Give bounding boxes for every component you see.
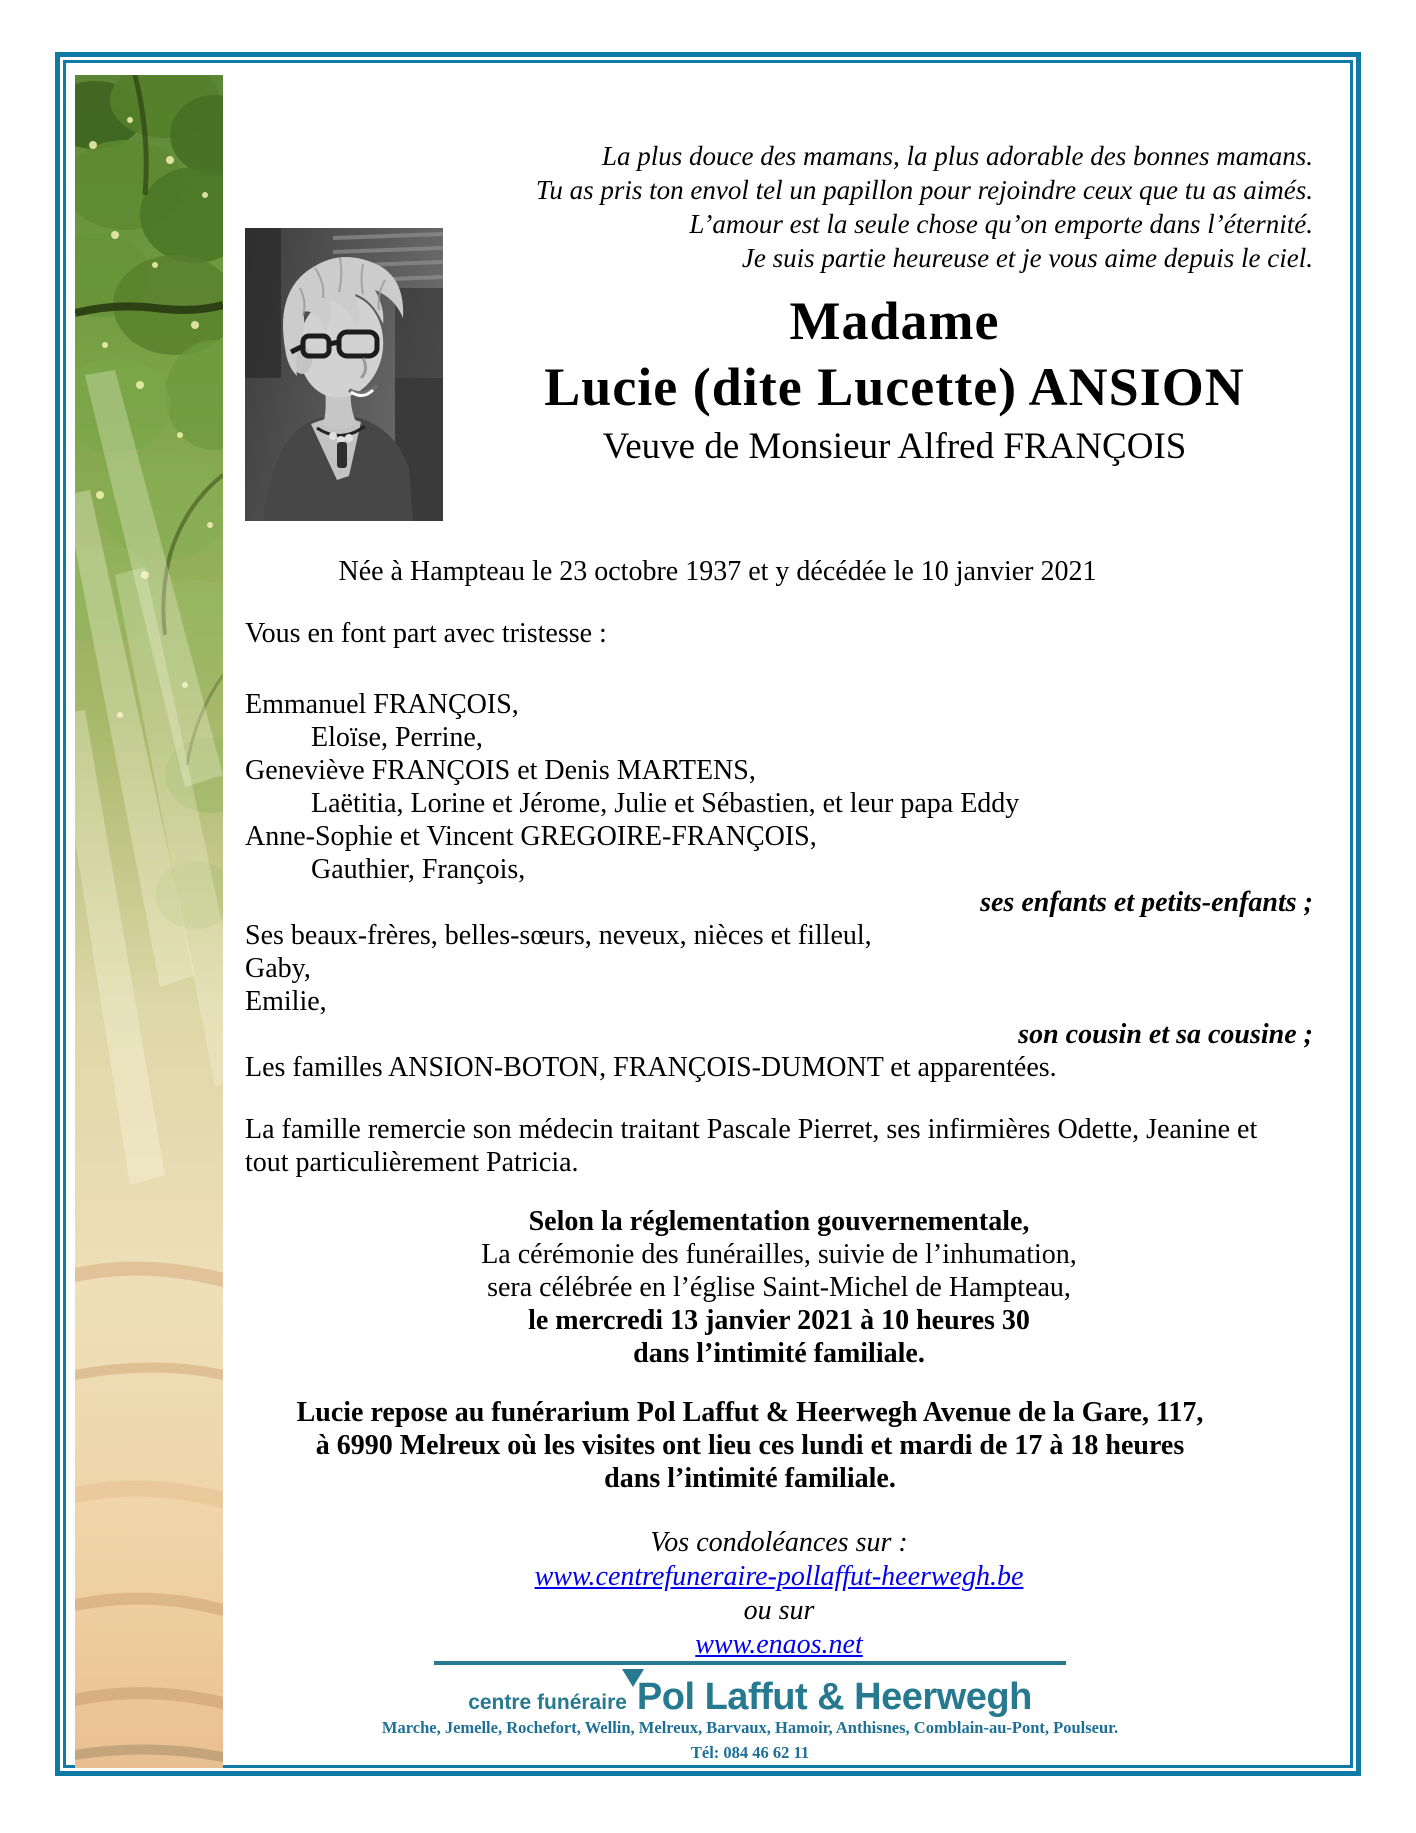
family-line: Emmanuel FRANÇOIS, (245, 689, 519, 720)
memorial-quote (245, 139, 1313, 275)
relatives-line: Gaby, (245, 953, 311, 984)
repose-line: dans l’intimité familiale. (604, 1463, 896, 1494)
triangle-icon (622, 1669, 644, 1687)
ceremony-date-line: le mercredi 13 janvier 2021 à 10 heures 30 (528, 1305, 1030, 1336)
footer-towns: Marche, Jemelle, Rochefort, Wellin, Melreux, Barvaux, Hamoir, Anthisnes, Comblain-au-Pont, Poulseur. (381, 1718, 1119, 1737)
condolences-intro: Vos condoléances sur : (650, 1527, 908, 1558)
deceased-subtitle: Veuve de Monsieur Alfred FRANÇOIS (602, 426, 1187, 467)
brand-small-label: centre funéraire (468, 1691, 627, 1714)
deceased-name: Lucie (dite Lucette) ANSION (544, 357, 1245, 417)
ceremony-line: Selon la réglementation gouvernementale, (528, 1206, 1030, 1237)
family-list (245, 688, 1313, 1084)
funeral-home-logo (245, 1676, 1255, 1719)
condolences-conjunction: ou sur (743, 1595, 815, 1626)
thanks-line: tout particulièrement Patricia. (245, 1147, 579, 1178)
family-line: Eloïse, Perrine, (311, 722, 483, 753)
thanks-line: La famille remercie son médecin traitant Pascale Pierret, ses infirmières Odette, Jeanine et (245, 1114, 1258, 1145)
condolences-link-enaos[interactable]: www.enaos.net (695, 1629, 863, 1660)
ceremony-line: La cérémonie des funérailles, suivie de l’inhumation, (481, 1239, 1077, 1270)
family-line: Anne-Sophie et Vincent GREGOIRE-FRANÇOIS, (245, 821, 817, 852)
relatives-line: Ses beaux-frères, belles-sœurs, neveux, nièces et filleul, (245, 920, 872, 951)
children-label: ses enfants et petits-enfants ; (980, 887, 1313, 918)
thanks-paragraph (245, 1113, 1313, 1179)
deceased-header (443, 288, 1346, 470)
quote-line: L’amour est la seule chose qu’on emporte dans l’éternité. (689, 209, 1313, 239)
family-line: Gauthier, François, (311, 854, 526, 885)
brand-name: Pol Laffut & Heerwegh (636, 1676, 1032, 1718)
condolences-link-centrefuneraire[interactable]: www.centrefuneraire-pollaffut-heerwegh.be (534, 1561, 1024, 1592)
ceremony-line: sera célébrée en l’église Saint-Michel de Hampteau, (487, 1272, 1071, 1303)
family-line: Laëtitia, Lorine et Jérome, Julie et Sébastien, et leur papa Eddy (311, 788, 1020, 819)
ceremony-line: dans l’intimité familiale. (633, 1338, 925, 1369)
repose-details (245, 1396, 1255, 1495)
forest-path-illustration (75, 75, 223, 1768)
quote-line: Je suis partie heureuse et je vous aime depuis le ciel. (741, 243, 1313, 273)
repose-line: à 6990 Melreux où les visites ont lieu ces lundi et mardi de 17 à 18 heures (315, 1430, 1185, 1461)
forest-path-photo (75, 75, 223, 1768)
life-dates: Née à Hampteau le 23 octobre 1937 et y décédée le 10 janvier 2021 (338, 556, 1097, 587)
deceased-title: Madame (789, 291, 1000, 351)
cousins-label: son cousin et sa cousine ; (1018, 1019, 1313, 1050)
footer-phone: Tél: 084 46 62 11 (690, 1743, 810, 1762)
footer-divider (434, 1661, 1066, 1665)
quote-line: Tu as pris ton envol tel un papillon pour rejoindre ceux que tu as aimés. (535, 175, 1313, 205)
family-line: Geneviève FRANÇOIS et Denis MARTENS, (245, 755, 756, 786)
announcement-intro: Vous en font part avec tristesse : (245, 618, 607, 649)
ceremony-details (245, 1205, 1313, 1370)
quote-line: La plus douce des mamans, la plus adorable des bonnes mamans. (602, 141, 1313, 171)
condolences-block (245, 1526, 1313, 1662)
families-line: Les familles ANSION-BOTON, FRANÇOIS-DUMONT et apparentées. (245, 1052, 1057, 1083)
relatives-line: Emilie, (245, 986, 327, 1017)
repose-line: Lucie repose au funérarium Pol Laffut & Heerwegh Avenue de la Gare, 117, (296, 1397, 1204, 1428)
